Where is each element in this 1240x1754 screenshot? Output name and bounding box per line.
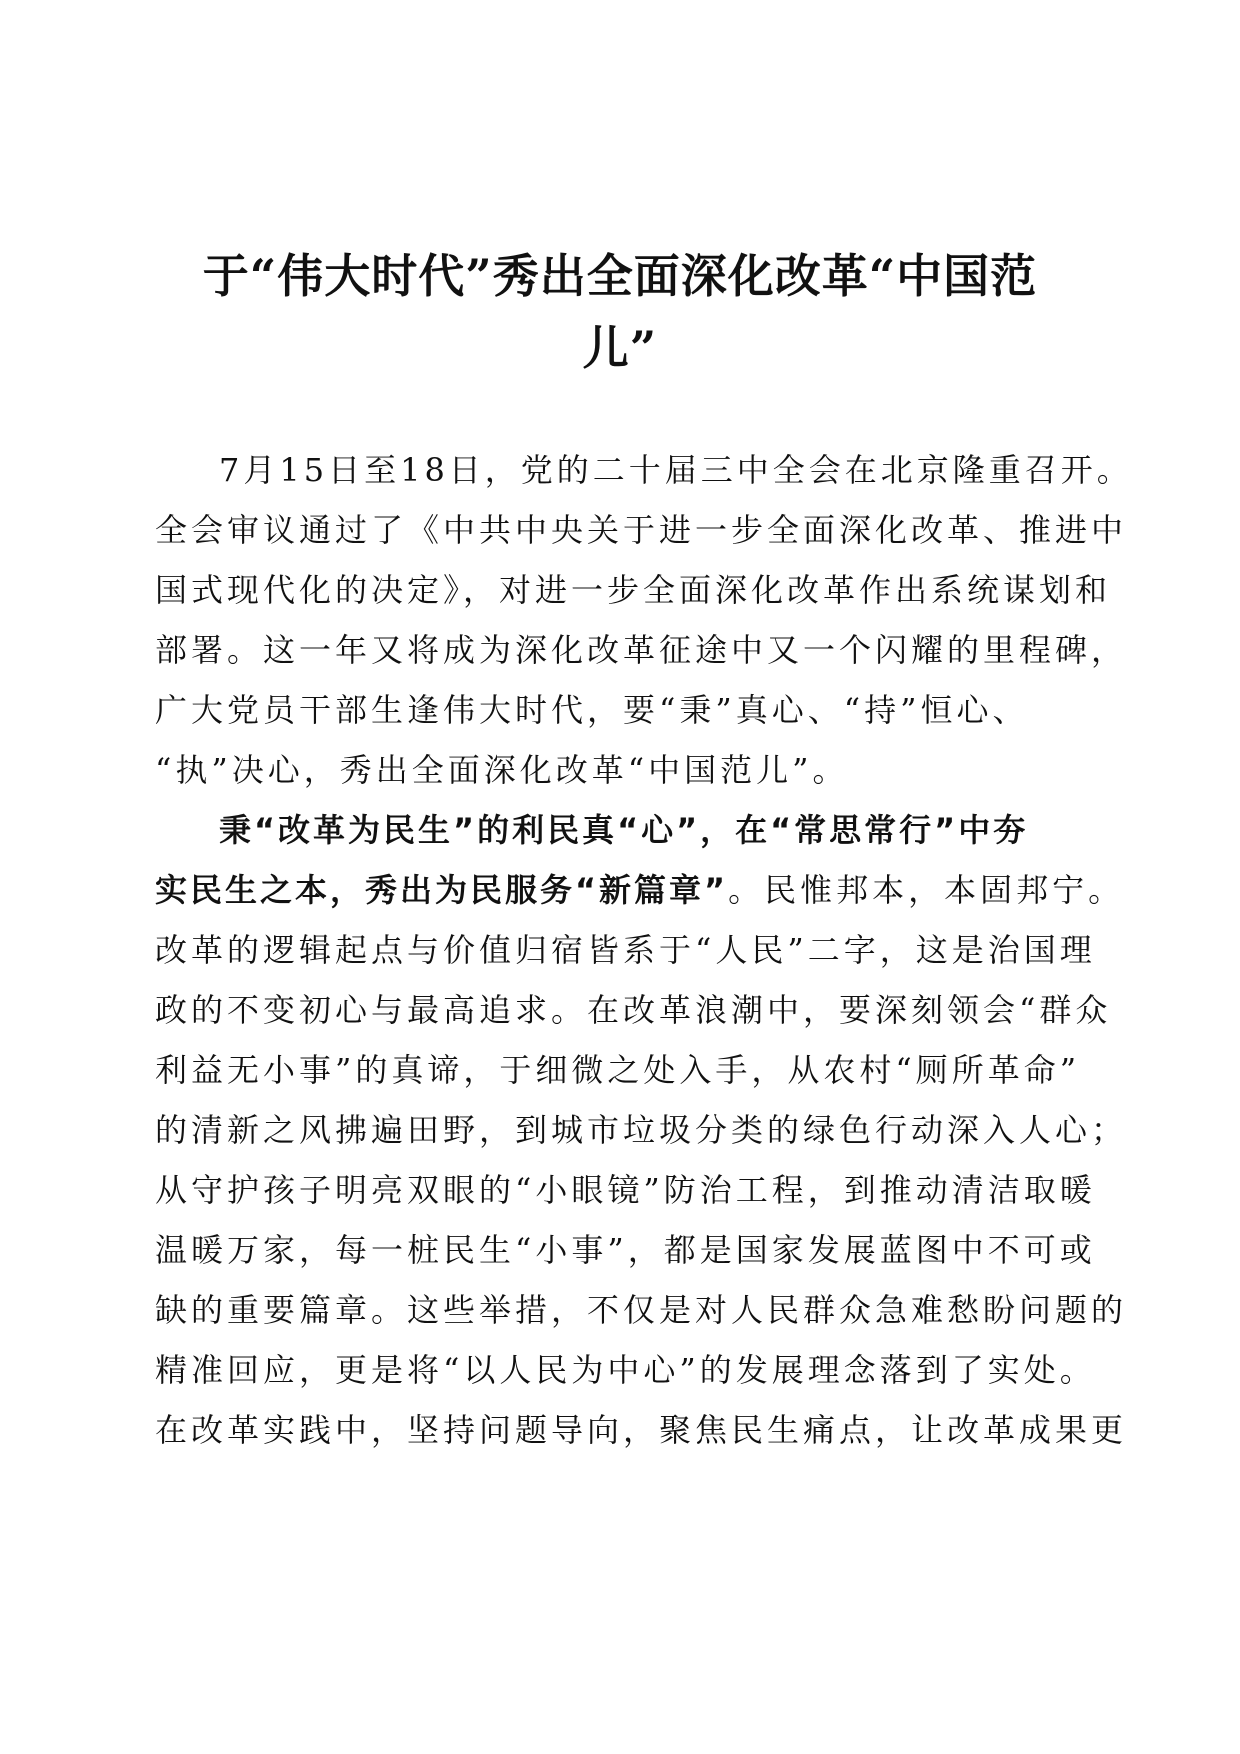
text-line: 广大党员干部生逢伟大时代，要“秉”真心、“持”恒心、	[155, 691, 1029, 729]
section-heading-line-2	[155, 860, 1125, 920]
title-line-1: 于“伟大时代”秀出全面深化改革“中国范	[202, 249, 1038, 303]
text-line: 全会审议通过了《中共中央关于进一步全面深化改革、推进中	[155, 511, 1128, 549]
paragraph-intro	[155, 440, 1133, 800]
text-line: 从守护孩子明亮双眼的“小眼镜”防治工程，到推动清洁取暖	[155, 1171, 1096, 1209]
text-line: 改革的逻辑起点与价值归宿皆系于“人民”二字，这是治国理	[155, 931, 1096, 969]
title-line-2: 儿”	[582, 321, 658, 375]
document-title	[150, 240, 1090, 384]
section-heading-line-1: 秉“改革为民生”的利民真“心”，在“常思常行”中夯	[219, 811, 1029, 849]
text-line: 政的不变初心与最高追求。在改革浪潮中，要深刻领会“群众	[155, 991, 1112, 1029]
text-line: 7月15日至18日，党的二十届三中全会在北京隆重召开。	[219, 451, 1133, 489]
text-line: 部署。这一年又将成为深化改革征途中又一个闪耀的里程碑，	[155, 631, 1128, 669]
text-line: 利益无小事”的真谛，于细微之处入手，从农村“厕所革命”	[155, 1051, 1081, 1089]
text-line: 精准回应，更是将“以人民为中心”的发展理念落到了实处。	[155, 1351, 1096, 1389]
text-line: 国式现代化的决定》，对进一步全面深化改革作出系统谋划和	[155, 571, 1112, 609]
section-heading-emphasis: 实民生之本，秀出为民服务“新篇章”	[155, 871, 729, 909]
text-line: 在改革实践中，坚持问题导向，聚焦民生痛点，让改革成果更	[155, 1411, 1128, 1449]
paragraph-section-1	[155, 800, 1128, 1460]
text-line: 的清新之风拂遍田野，到城市垃圾分类的绿色行动深入人心；	[155, 1111, 1128, 1149]
text-line: 缺的重要篇章。这些举措，不仅是对人民群众急难愁盼问题的	[155, 1291, 1128, 1329]
text-line: 温暖万家，每一桩民生“小事”，都是国家发展蓝图中不可或	[155, 1231, 1096, 1269]
document-body	[155, 440, 1133, 1460]
text-line: “执”决心，秀出全面深化改革“中国范儿”。	[155, 751, 849, 789]
section-heading-rest: 。民惟邦本，本固邦宁。	[728, 871, 1125, 909]
